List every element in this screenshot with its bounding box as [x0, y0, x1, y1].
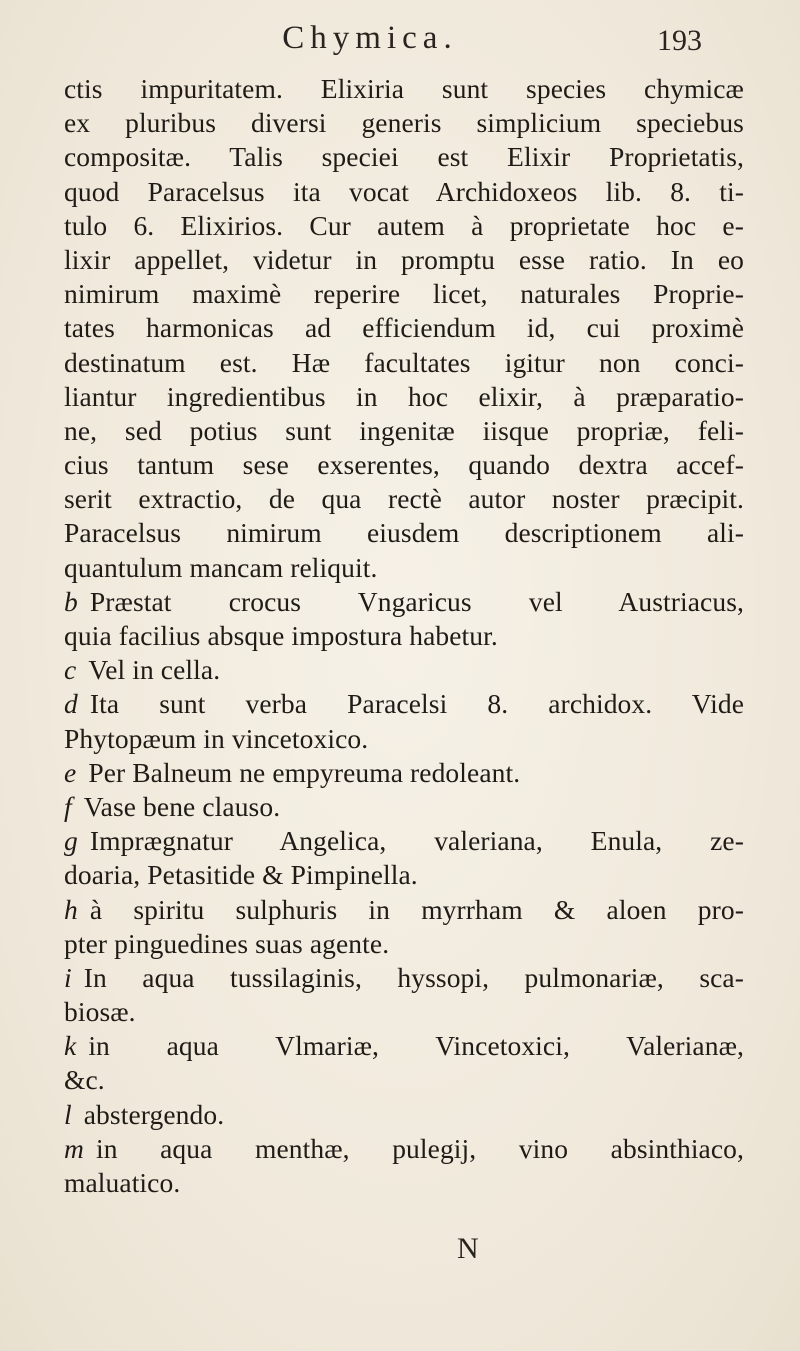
note-marker: c [64, 654, 77, 686]
line-text: Ita sunt verba Paracelsi 8. archidox. Vide [89, 688, 744, 720]
text-line [64, 516, 744, 550]
note-marker: e [64, 756, 77, 788]
text-line [64, 140, 744, 174]
text-line [64, 995, 744, 1029]
line-text: tulo 6. Elixirios. Cur autem à proprietate hoc e- [64, 209, 744, 241]
catchword: N [457, 1232, 479, 1265]
text-line [64, 277, 744, 311]
line-text: cius tantum sese exserentes, quando dextra accef- [64, 449, 744, 481]
line-text: Paracelsus nimirum eiusdem descriptionem ali- [64, 517, 744, 549]
text-line [64, 1132, 744, 1166]
line-text: nimirum maximè reperire licet, naturales Proprie- [64, 278, 744, 310]
line-text: à spiritu sulphuris in myrrham & aloen pro- [89, 893, 744, 925]
text-line [64, 551, 744, 585]
note-marker: m [64, 1132, 84, 1164]
line-text: quantulum mancam reliquit. [64, 551, 378, 583]
text-line [64, 824, 744, 858]
line-text: in aqua Vlmariæ, Vincetoxici, Valerianæ, [88, 1030, 744, 1062]
text-line [64, 106, 744, 140]
text-line [64, 243, 744, 277]
line-text: in aqua menthæ, pulegij, vino absinthiaco, [95, 1132, 744, 1164]
page-number: 193 [657, 24, 702, 57]
line-text: ne, sed potius sunt ingenitæ iisque propriæ, feli- [64, 414, 744, 446]
note-marker: l [64, 1098, 72, 1130]
line-text: In aqua tussilaginis, hyssopi, pulmonariæ, sca- [83, 961, 744, 993]
note-marker: f [64, 790, 72, 822]
text-line [64, 619, 744, 653]
text-line [64, 72, 744, 106]
text-line [64, 653, 744, 687]
note-marker: b [64, 585, 78, 617]
page-header [0, 20, 800, 72]
text-line [64, 414, 744, 448]
text-line [64, 1166, 744, 1200]
line-text: maluatico. [64, 1167, 181, 1198]
running-head: Chymica. [282, 20, 458, 56]
line-text: abstergendo. [83, 1098, 225, 1130]
text-line [64, 790, 744, 824]
text-line [64, 1098, 744, 1132]
text-line [64, 209, 744, 243]
line-text: biosæ. [64, 996, 136, 1028]
text-line [64, 585, 744, 619]
text-line [64, 311, 744, 345]
text-line [64, 1029, 744, 1063]
line-text: pter pinguedines suas agente. [64, 927, 390, 959]
line-text: compositæ. Talis speciei est Elixir Proprietatis, [64, 141, 744, 173]
line-text: quia facilius absque impostura habetur. [64, 620, 498, 651]
line-text: doaria, Petasitide & Pimpinella. [64, 859, 418, 891]
text-line [64, 893, 744, 927]
note-marker: k [64, 1030, 77, 1062]
text-line [64, 927, 744, 961]
line-text: serit extractio, de qua rectè autor noster præcipit. [64, 483, 744, 515]
text-line [64, 448, 744, 482]
line-text: Vase bene clauso. [83, 790, 281, 822]
body-text [64, 72, 744, 1200]
line-text: Imprægnatur Angelica, valeriana, Enula, ze- [89, 825, 744, 857]
line-text: Phytopæum in vincetoxico. [64, 722, 369, 754]
line-text: liantur ingredientibus in hoc elixir, à præparatio- [64, 380, 744, 412]
line-text: quod Paracelsus ita vocat Archidoxeos lib. 8. ti- [64, 175, 744, 207]
text-line [64, 961, 744, 995]
text-line [64, 756, 744, 790]
note-marker: d [64, 688, 78, 720]
line-text: Per Balneum ne empyreuma redoleant. [88, 756, 521, 788]
text-line [64, 380, 744, 414]
text-line [64, 687, 744, 721]
text-line [64, 175, 744, 209]
line-text: destinatum est. Hæ facultates igitur non conci- [64, 346, 744, 378]
note-marker: i [64, 961, 72, 993]
line-text: &c. [64, 1064, 105, 1096]
line-text: Vel in cella. [88, 654, 221, 686]
note-marker: h [64, 893, 78, 925]
text-line [64, 722, 744, 756]
text-line [64, 346, 744, 380]
line-text: ctis impuritatem. Elixiria sunt species chymicæ [64, 73, 744, 104]
line-text: ex pluribus diversi generis simplicium speciebus [64, 107, 744, 139]
line-text: Præstat crocus Vngaricus vel Austriacus, [89, 585, 744, 617]
line-text: lixir appellet, videtur in promptu esse ratio. In eo [64, 243, 744, 275]
text-line [64, 482, 744, 516]
note-marker: g [64, 825, 78, 857]
line-text: tates harmonicas ad efficiendum id, cui proximè [64, 312, 744, 344]
text-line [64, 858, 744, 892]
text-line [64, 1063, 744, 1097]
